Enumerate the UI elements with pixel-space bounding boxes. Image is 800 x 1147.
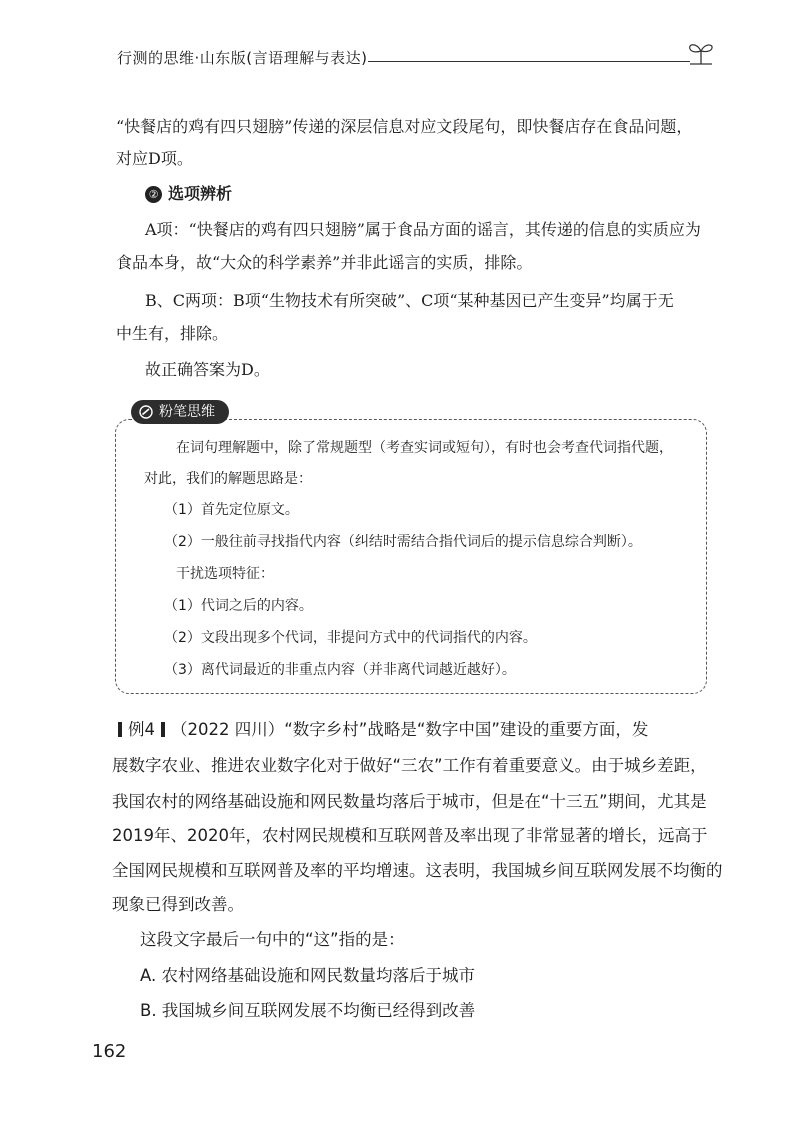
tip-line-1: 在词句理解题中，除了常规题型（考查实词或短句），有时也会考查代词指代题， [176,440,673,456]
example-line-1 [112,716,648,744]
example-line-6: 现象已得到改善。 [112,895,244,914]
analysis-line-1: “快餐店的鸡有四只翅膀”传递的深层信息对应文段尾句，即快餐店存在食品问题， [116,117,693,136]
tip-label [131,400,229,424]
distractor-2: （2）文段出现多个代词，非提问方式中的代词指代的内容。 [164,630,537,646]
section-heading [145,180,232,208]
option-a-analysis-line-2: 食品本身，故“大众的科学素养”并非此谣言的实质，排除。 [116,253,533,272]
example-line-2: 展数字农业、推进农业数字化对于做好“三农”工作有着重要意义。由于城乡差距， [112,756,707,775]
distractor-title: 干扰选项特征： [176,566,274,582]
option-a: A. 农村网络基础设施和网民数量均落后于城市 [140,966,475,985]
sprout-icon [686,38,716,66]
tip-box [115,419,707,694]
option-bc-analysis-line-1: B、C两项：B项“生物技术有所突破”、C项“某种基因已产生变异”均属于无 [145,291,674,310]
example-line-4: 2019年、2020年，农村网民规模和互联网普及率出现了非常显著的增长，远高于 [112,826,708,845]
distractor-1: （1）代词之后的内容。 [164,598,313,614]
example-line-3: 我国农村的网络基础设施和网民数量均落后于城市，但是在“十三五”期间，尤其是 [112,792,707,811]
pencil-circle-icon [139,405,153,419]
tip-label-text: 粉笔思维 [159,404,215,420]
tip-line-2: 对此，我们的解题思路是： [144,471,312,487]
header-rule [368,61,690,62]
answer-line: 故正确答案为D。 [145,360,270,379]
page-number: 162 [92,1041,127,1062]
section-number-badge: ② [145,186,162,203]
example-bracket-right [161,722,165,737]
option-bc-analysis-line-2: 中生有，排除。 [116,324,229,343]
example-line-5: 全国网民规模和互联网普及率的平均增速。这表明，我国城乡间互联网发展不均衡的 [112,861,723,880]
tip-step-1: （1）首先定位原文。 [164,502,299,518]
question-stem: 这段文字最后一句中的“这”指的是： [140,930,405,949]
tip-step-2: （2）一般往前寻找指代内容（纠结时需结合指代词后的提示信息综合判断）。 [164,534,642,550]
analysis-line-2: 对应D项。 [116,149,193,168]
section-title: 选项辨析 [168,184,233,203]
option-b: B. 我国城乡间互联网发展不均衡已经得到改善 [140,1001,476,1020]
distractor-3: （3）离代词最近的非重点内容（并非离代词越近越好）。 [164,662,516,678]
running-header: 行测的思维·山东版(言语理解与表达) [117,49,368,67]
example-label: 例4 [128,720,155,739]
example-bracket-left [118,722,122,737]
example-text-1: （2022 四川）“数字乡村”战略是“数字中国”建设的重要方面，发 [171,720,649,739]
option-a-analysis-line-1: A项：“快餐店的鸡有四只翅膀”属于食品方面的谣言，其传递的信息的实质应为 [145,220,701,239]
